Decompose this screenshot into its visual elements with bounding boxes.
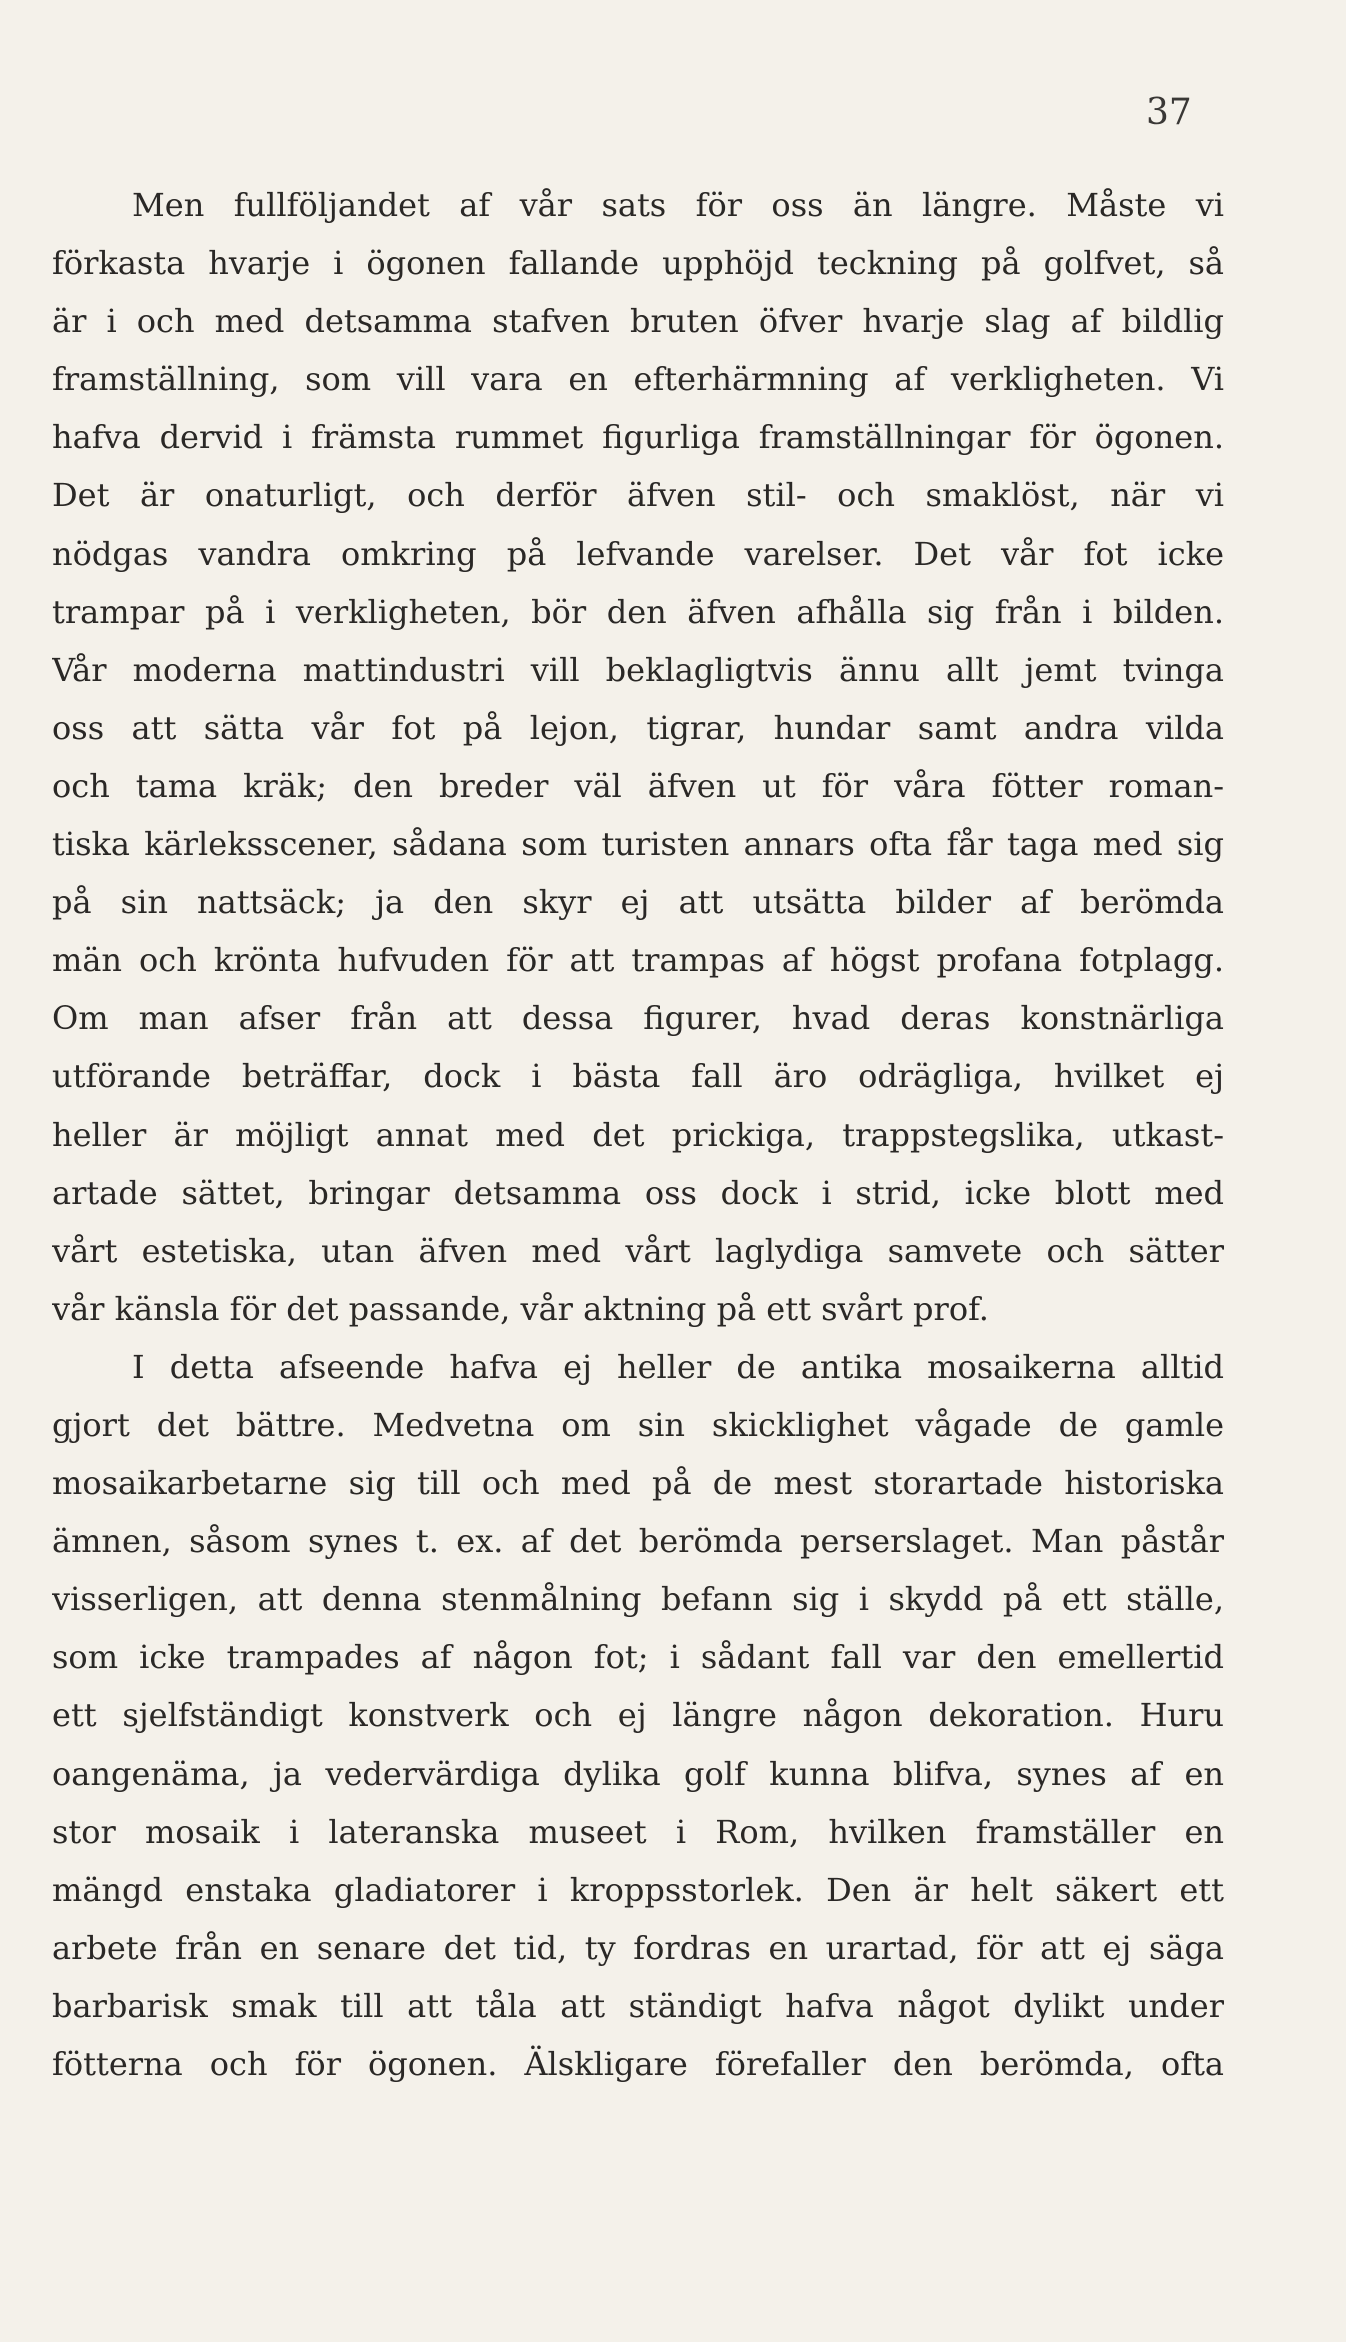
text-line: är i och med detsamma stafven bruten öfver hvarje slag af bildlig (52, 302, 1224, 341)
text-line: på sin nattsäck; ja den skyr ej att utsätta bilder af berömda (52, 883, 1224, 922)
text-line: nödgas vandra omkring på lefvande varelser. Det vår fot icke (52, 534, 1224, 573)
text-line: ämnen, såsom synes t. ex. af det berömda perserslaget. Man påstår (52, 1522, 1224, 1561)
text-line: barbarisk smak till att tåla att ständigt hafva något dylikt under (52, 1986, 1224, 2025)
text-line: stor mosaik i lateranska museet i Rom, hvilken framställer en (52, 1812, 1224, 1851)
text-line: ett sjelfständigt konstverk och ej längre någon dekoration. Huru (52, 1696, 1224, 1735)
text-line: och tama kräk; den breder väl äfven ut för våra fötter roman- (52, 766, 1224, 805)
text-line: heller är möjligt annat med det prickiga, trappstegslika, utkast- (52, 1115, 1224, 1154)
text-line: utförande beträffar, dock i bästa fall äro odrägliga, hvilket ej (52, 1057, 1224, 1096)
text-line: I detta afseende hafva ej heller de antika mosaikerna alltid (132, 1347, 1224, 1386)
text-line: vårt estetiska, utan äfven med vårt laglydiga samvete och sätter (52, 1231, 1224, 1270)
text-line: arbete från en senare det tid, ty fordras en urartad, för att ej säga (52, 1928, 1224, 1967)
text-line: Vår moderna mattindustri vill beklagligtvis ännu allt jemt tvinga (52, 650, 1224, 689)
text-line: män och krönta hufvuden för att trampas af högst profana fotplagg. (52, 941, 1224, 980)
text-line: Om man afser från att dessa figurer, hvad deras konstnärliga (52, 999, 1224, 1038)
text-line: framställning, som vill vara en efterhärmning af verkligheten. Vi (52, 360, 1224, 399)
text-line: oangenäma, ja vedervärdiga dylika golf kunna blifva, synes af en (52, 1754, 1224, 1793)
text-line: visserligen, att denna stenmålning befann sig i skydd på ett ställe, (52, 1580, 1224, 1619)
body-text (52, 176, 1224, 2093)
text-line: Men fullföljandet af vår sats för oss än längre. Måste vi (132, 186, 1224, 224)
text-line: hafva dervid i främsta rummet figurliga framställningar för ögonen. (52, 418, 1224, 457)
page-number: 37 (1146, 92, 1192, 133)
text-line: Det är onaturligt, och derför äfven stil- och smaklöst, när vi (52, 476, 1224, 515)
text-line: artade sättet, bringar detsamma oss dock i strid, icke blott med (52, 1173, 1224, 1212)
text-line: förkasta hvarje i ögonen fallande upphöjd teckning på golfvet, så (52, 244, 1224, 283)
text-line: oss att sätta vår fot på lejon, tigrar, hundar samt andra vilda (52, 708, 1224, 747)
text-line: tiska kärleksscener, sådana som turisten annars ofta får taga med sig (52, 825, 1224, 864)
text-line: vår känsla för det passande, vår aktning på ett svårt prof. (52, 1289, 989, 1328)
text-line: som icke trampades af någon fot; i sådant fall var den emellertid (52, 1638, 1224, 1677)
text-line: mosaikarbetarne sig till och med på de mest storartade historiska (52, 1464, 1224, 1503)
text-line: trampar på i verkligheten, bör den äfven afhålla sig från i bilden. (52, 592, 1224, 631)
text-line: fötterna och för ögonen. Älskligare förefaller den berömda, ofta (52, 2045, 1224, 2083)
text-line: gjort det bättre. Medvetna om sin skicklighet vågade de gamle (52, 1405, 1224, 1444)
text-line: mängd enstaka gladiatorer i kroppsstorlek. Den är helt säkert ett (52, 1870, 1224, 1909)
